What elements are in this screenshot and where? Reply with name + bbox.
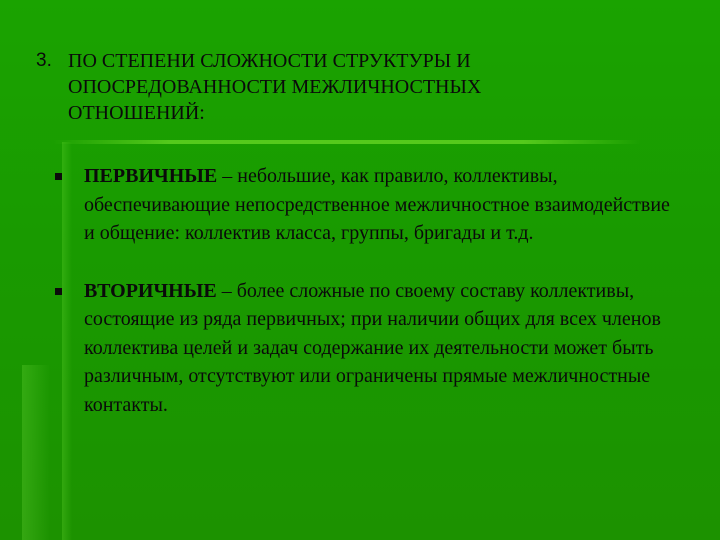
square-bullet-icon — [55, 173, 62, 180]
definition-secondary: – более сложные по своему составу коллективы, состоящие из ряда первичных; при наличии общих для всех членов коллектива целей и задач содержание их деятельности может быть различным, отсутствуют или ограничены прямые межличностные контакты. — [84, 279, 661, 416]
slide-title — [36, 48, 656, 126]
section-number: 3. — [36, 50, 52, 71]
definition-primary: – небольшие, как правило, коллективы, обеспечивающие непосредственное межличностное взаимодействие и общение: коллектив класса, группы, бригады и т.д. — [84, 165, 670, 244]
list-item-secondary — [54, 277, 674, 420]
term-primary: ПЕРВИЧНЫЕ — [84, 165, 218, 187]
decorative-horizontal-line — [52, 140, 642, 144]
list-item-primary — [54, 162, 674, 248]
bullet-list — [54, 162, 674, 419]
decorative-vertical-stripe-left — [22, 365, 50, 540]
title-text: ПО СТЕПЕНИ СЛОЖНОСТИ СТРУКТУРЫ И ОПОСРЕДОВАННОСТИ МЕЖЛИЧНОСТНЫХ ОТНОШЕНИЙ: — [68, 50, 482, 124]
square-bullet-icon — [55, 288, 62, 295]
term-secondary: ВТОРИЧНЫЕ — [84, 279, 217, 302]
